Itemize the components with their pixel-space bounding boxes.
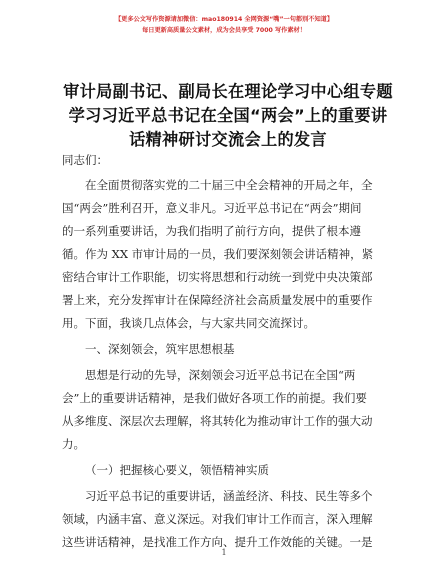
promo-banner-line-2: 每日更新高质量公文素材，成为会员享受 7000 写作素材！ — [142, 27, 306, 34]
paragraph-line: 署上来，充分发挥审计在保障经济社会高质量发展中的重要作 — [62, 293, 373, 307]
paragraph-2 — [62, 364, 394, 456]
section-heading-2: （一）把握核心要义，领悟精神实质 — [85, 463, 269, 477]
paragraph-1 — [62, 174, 394, 335]
paragraph-line: 习近平总书记的重要讲话，涵盖经济、科技、民生等多个 — [85, 489, 373, 503]
promo-banner — [0, 14, 448, 36]
paragraph-line: 在全面贯彻落实党的二十届三中全会精神的开局之年，全 — [85, 178, 373, 192]
page-number: 1 — [221, 548, 227, 557]
title-line-1: 审计局副书记、副局长在理论学习中心组专题 — [63, 82, 393, 101]
promo-banner-line-1: 【更多公文写作资源请加微信：mao180914 全网资源“嘴”一句都别不知道】 — [114, 16, 334, 23]
document-title — [58, 80, 398, 152]
paragraph-line: 会”上的重要讲话精神，是我们做好各项工作的前提。我们要 — [62, 391, 367, 405]
paragraph-3 — [62, 485, 394, 554]
paragraph-line: 从多维度、深层次去理解，将其转化为推动审计工作的强大动 — [62, 414, 373, 428]
paragraph-line: 的一系列重要讲话，为我们指明了前行方向，提供了根本遵 — [62, 224, 361, 238]
paragraph-line: 领域，内涵丰富、意义深远。对我们审计工作而言，深入理解 — [62, 512, 373, 526]
paragraph-line: 这些讲话精神，是找准工作方向、提升工作效能的关键。一是 — [62, 535, 373, 549]
section-heading-1: 一、深刻领会，筑牢思想根基 — [85, 342, 235, 356]
paragraph-line: 密结合审计工作职能，切实将思想和行动统一到党中央决策部 — [62, 270, 373, 284]
title-line-2: 学习习近平总书记在全国“两会”上的重要讲 — [68, 106, 388, 125]
document-body — [62, 149, 394, 554]
paragraph-line: 思想是行动的先导，深刻领会习近平总书记在全国“两 — [85, 368, 356, 382]
paragraph-line: 循。作为 XX 市审计局的一员，我们要深刻领会讲话精神，紧 — [62, 247, 374, 261]
paragraph-line: 国“两会”胜利召开，意义非凡。习近平总书记在“两会”期间 — [62, 201, 362, 215]
paragraph-line: 力。 — [62, 437, 85, 451]
title-line-3: 话精神研讨交流会上的发言 — [129, 130, 327, 149]
greeting: 同志们： — [62, 153, 108, 167]
paragraph-line: 用。下面，我谈几点体会，与大家共同交流探讨。 — [62, 316, 315, 330]
